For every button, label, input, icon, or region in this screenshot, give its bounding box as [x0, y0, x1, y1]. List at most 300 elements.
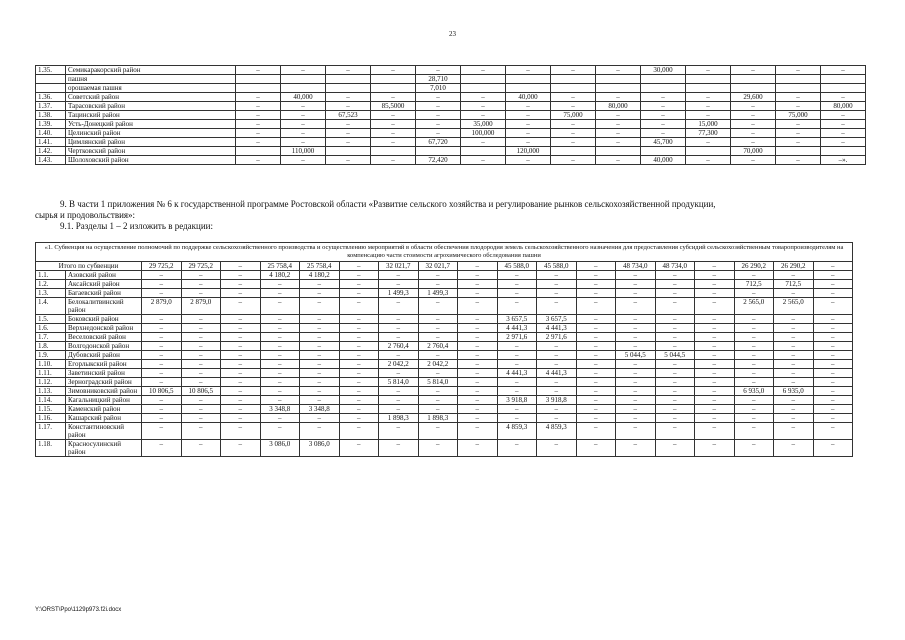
value-cell: –	[616, 396, 656, 405]
table-row	[36, 280, 853, 289]
value-cell: 1 898,3	[418, 414, 458, 423]
row-number: 1.11.	[36, 369, 66, 378]
value-cell: 80,000	[596, 102, 641, 111]
value-cell: –	[236, 156, 281, 165]
value-cell	[596, 147, 641, 156]
row-number	[36, 75, 66, 84]
value-cell: –	[236, 138, 281, 147]
value-cell: –	[616, 298, 656, 315]
value-cell: –	[641, 102, 686, 111]
value-cell: –	[616, 369, 656, 378]
value-cell: –	[813, 298, 853, 315]
value-cell: 48 734,0	[655, 262, 695, 271]
value-cell: –	[379, 298, 419, 315]
value-cell: –	[458, 396, 498, 405]
value-cell: –	[326, 66, 371, 75]
table-header-row	[36, 243, 853, 262]
value-cell: –	[576, 289, 616, 298]
value-cell: –	[695, 315, 735, 324]
table-row	[36, 324, 853, 333]
value-cell: –	[181, 333, 221, 342]
value-cell: –	[260, 378, 300, 387]
row-number: 1.1.	[36, 271, 66, 280]
value-cell: –	[776, 156, 821, 165]
value-cell: 100,000	[461, 129, 506, 138]
value-cell: –	[774, 423, 814, 440]
value-cell: 2 565,0	[734, 298, 774, 315]
value-cell: –	[774, 315, 814, 324]
value-cell: –	[774, 324, 814, 333]
value-cell: –	[734, 440, 774, 457]
value-cell: –	[142, 369, 182, 378]
value-cell: –	[181, 396, 221, 405]
value-cell: –	[181, 369, 221, 378]
value-cell: –	[458, 315, 498, 324]
value-cell: –	[596, 156, 641, 165]
value-cell: –	[695, 387, 735, 396]
value-cell: 29 725,2	[181, 262, 221, 271]
value-cell: –	[339, 271, 379, 280]
value-cell: –	[497, 298, 537, 315]
value-cell: –	[695, 271, 735, 280]
value-cell: 4 180,2	[300, 271, 340, 280]
value-cell: –	[813, 405, 853, 414]
value-cell: –	[260, 360, 300, 369]
value-cell: –	[655, 333, 695, 342]
value-cell: 45,700	[641, 138, 686, 147]
value-cell: –	[379, 440, 419, 457]
value-cell: –	[416, 120, 461, 129]
value-cell	[281, 75, 326, 84]
value-cell: –	[461, 138, 506, 147]
value-cell: –	[616, 333, 656, 342]
value-cell: –	[379, 280, 419, 289]
value-cell: –	[551, 120, 596, 129]
value-cell: 1 898,3	[379, 414, 419, 423]
value-cell: –	[734, 396, 774, 405]
value-cell: –	[181, 405, 221, 414]
value-cell: –	[458, 378, 498, 387]
value-cell: –	[418, 324, 458, 333]
value-cell: 5 814,0	[418, 378, 458, 387]
value-cell: –	[813, 262, 853, 271]
value-cell: –	[418, 387, 458, 396]
table-row	[36, 93, 866, 102]
value-cell: –	[695, 351, 735, 360]
value-cell	[326, 84, 371, 93]
value-cell: –	[142, 440, 182, 457]
value-cell: –	[300, 342, 340, 351]
value-cell: –	[416, 93, 461, 102]
district-name: Каменский район	[66, 405, 142, 414]
value-cell: –	[641, 93, 686, 102]
value-cell: –	[221, 351, 261, 360]
value-cell: –	[418, 405, 458, 414]
value-cell: –	[458, 289, 498, 298]
value-cell: 75,000	[776, 111, 821, 120]
value-cell: –	[655, 387, 695, 396]
value-cell: –	[813, 423, 853, 440]
table-row	[36, 396, 853, 405]
table-row	[36, 405, 853, 414]
table-row	[36, 387, 853, 396]
value-cell: 5 814,0	[379, 378, 419, 387]
table-row	[36, 66, 866, 75]
value-cell: –	[686, 156, 731, 165]
value-cell	[461, 84, 506, 93]
value-cell: –	[379, 369, 419, 378]
row-number: 1.4.	[36, 298, 66, 315]
district-name: Кагальницкий район	[66, 396, 142, 405]
value-cell: –	[461, 102, 506, 111]
value-cell: 32 021,7	[379, 262, 419, 271]
table-row	[36, 156, 866, 165]
value-cell: –	[281, 102, 326, 111]
value-cell: –	[300, 315, 340, 324]
value-cell: –	[260, 333, 300, 342]
value-cell: 26 290,2	[774, 262, 814, 271]
table-row	[36, 333, 853, 342]
value-cell: –	[821, 138, 866, 147]
value-cell: –	[776, 129, 821, 138]
value-cell: –	[774, 333, 814, 342]
value-cell: –	[181, 440, 221, 457]
value-cell	[506, 75, 551, 84]
value-cell: –	[142, 271, 182, 280]
value-cell: 4 441,3	[497, 369, 537, 378]
value-cell: –	[379, 271, 419, 280]
table-row	[36, 360, 853, 369]
value-cell: –	[813, 387, 853, 396]
value-cell: –	[300, 280, 340, 289]
value-cell: –	[686, 93, 731, 102]
value-cell	[371, 147, 416, 156]
value-cell: –	[142, 289, 182, 298]
value-cell: –	[576, 280, 616, 289]
value-cell: –	[416, 129, 461, 138]
value-cell: –	[576, 369, 616, 378]
value-cell: –	[497, 378, 537, 387]
value-cell: –	[416, 66, 461, 75]
table-row	[36, 147, 866, 156]
value-cell: –	[821, 111, 866, 120]
value-cell: –	[371, 156, 416, 165]
value-cell: –	[142, 396, 182, 405]
value-cell: –	[142, 342, 182, 351]
value-cell: –	[236, 102, 281, 111]
value-cell: –	[281, 129, 326, 138]
value-cell: –	[821, 129, 866, 138]
district-name: Семикаракорский район	[66, 66, 236, 75]
value-cell: –	[497, 271, 537, 280]
value-cell: –	[236, 111, 281, 120]
row-number: 1.39.	[36, 120, 66, 129]
value-cell: –	[339, 378, 379, 387]
value-cell: –	[616, 414, 656, 423]
value-cell: 3 657,5	[537, 315, 577, 324]
value-cell: –	[695, 360, 735, 369]
value-cell: –	[576, 271, 616, 280]
value-cell: –	[641, 129, 686, 138]
value-cell: –	[300, 369, 340, 378]
value-cell: –	[339, 315, 379, 324]
value-cell: –	[418, 396, 458, 405]
value-cell: –	[181, 271, 221, 280]
value-cell	[821, 147, 866, 156]
value-cell: –	[616, 387, 656, 396]
value-cell: 5 044,5	[655, 351, 695, 360]
value-cell: –	[686, 66, 731, 75]
district-name: Кашарский район	[66, 414, 142, 423]
value-cell: 2 760,4	[379, 342, 419, 351]
value-cell: 1 499,3	[418, 289, 458, 298]
value-cell: –	[497, 360, 537, 369]
value-cell: –	[537, 351, 577, 360]
value-cell: –	[497, 414, 537, 423]
value-cell	[776, 75, 821, 84]
row-number: 1.17.	[36, 423, 66, 440]
value-cell: –	[655, 342, 695, 351]
value-cell: –	[236, 120, 281, 129]
district-name: Советский район	[66, 93, 236, 102]
value-cell: –	[461, 111, 506, 120]
value-cell: –	[416, 111, 461, 120]
value-cell: –	[731, 102, 776, 111]
value-cell: –	[616, 378, 656, 387]
value-cell: –	[339, 333, 379, 342]
value-cell: –	[576, 324, 616, 333]
value-cell: 4 859,3	[497, 423, 537, 440]
row-number: 1.42.	[36, 147, 66, 156]
value-cell: 85,5000	[371, 102, 416, 111]
value-cell: –	[418, 423, 458, 440]
value-cell: –	[339, 396, 379, 405]
value-cell: –	[458, 360, 498, 369]
value-cell: 2 971,6	[537, 333, 577, 342]
value-cell	[551, 75, 596, 84]
value-cell: –	[371, 111, 416, 120]
value-cell	[821, 84, 866, 93]
value-cell: –	[260, 414, 300, 423]
value-cell: –	[300, 423, 340, 440]
value-cell: –	[616, 360, 656, 369]
value-cell: –	[300, 387, 340, 396]
value-cell: –	[458, 440, 498, 457]
row-number: 1.2.	[36, 280, 66, 289]
value-cell: –	[695, 289, 735, 298]
value-cell: 2 879,0	[181, 298, 221, 315]
value-cell	[821, 75, 866, 84]
row-number: 1.3.	[36, 289, 66, 298]
district-name: орошаемая пашня	[66, 84, 236, 93]
value-cell: –	[774, 378, 814, 387]
value-cell: –	[686, 102, 731, 111]
value-cell: –	[695, 423, 735, 440]
value-cell: 70,000	[731, 147, 776, 156]
value-cell: –	[281, 120, 326, 129]
value-cell: –	[497, 280, 537, 289]
value-cell: 6 935,0	[734, 387, 774, 396]
value-cell: –	[281, 66, 326, 75]
value-cell: –	[339, 262, 379, 271]
value-cell: –	[221, 333, 261, 342]
value-cell: –	[734, 378, 774, 387]
row-number: 1.9.	[36, 351, 66, 360]
table-row	[36, 129, 866, 138]
value-cell: –	[142, 351, 182, 360]
value-cell: 26 290,2	[734, 262, 774, 271]
value-cell: –	[142, 378, 182, 387]
value-cell: 10 806,5	[181, 387, 221, 396]
value-cell: 3 348,8	[260, 405, 300, 414]
value-cell: –	[260, 369, 300, 378]
value-cell: –	[695, 405, 735, 414]
value-cell: –	[221, 324, 261, 333]
value-cell: –	[655, 324, 695, 333]
value-cell: –	[734, 414, 774, 423]
value-cell: –	[326, 102, 371, 111]
value-cell: –	[576, 387, 616, 396]
value-cell: –	[418, 333, 458, 342]
value-cell: 3 657,5	[497, 315, 537, 324]
value-cell: –	[616, 405, 656, 414]
value-cell: –	[655, 360, 695, 369]
value-cell: –	[537, 280, 577, 289]
value-cell: –	[497, 342, 537, 351]
value-cell: 3 918,8	[537, 396, 577, 405]
value-cell: –	[461, 66, 506, 75]
value-cell: –	[379, 333, 419, 342]
district-name: Верхнедонской район	[66, 324, 142, 333]
value-cell: 77,300	[686, 129, 731, 138]
value-cell: –	[506, 120, 551, 129]
value-cell: –	[686, 138, 731, 147]
value-cell: –	[734, 360, 774, 369]
value-cell: –	[506, 102, 551, 111]
value-cell: –	[506, 129, 551, 138]
district-name: Тарасовский район	[66, 102, 236, 111]
value-cell: 2 042,2	[379, 360, 419, 369]
value-cell	[236, 147, 281, 156]
value-cell: –	[616, 440, 656, 457]
value-cell: 110,000	[281, 147, 326, 156]
value-cell: –	[655, 298, 695, 315]
value-cell: –	[695, 298, 735, 315]
value-cell: 25 758,4	[300, 262, 340, 271]
value-cell: –	[181, 423, 221, 440]
value-cell: –	[142, 315, 182, 324]
value-cell: –	[774, 271, 814, 280]
value-cell: 7,010	[416, 84, 461, 93]
table-row	[36, 315, 853, 324]
district-name: Зимовниковский район	[66, 387, 142, 396]
value-cell: 30,000	[641, 66, 686, 75]
table-row	[36, 102, 866, 111]
value-cell: 80,000	[821, 102, 866, 111]
value-cell: –	[497, 405, 537, 414]
page-number: 23	[449, 30, 456, 38]
value-cell: 712,5	[774, 280, 814, 289]
value-cell: –	[339, 342, 379, 351]
table-row	[36, 342, 853, 351]
value-cell: –	[641, 120, 686, 129]
value-cell: 35,000	[461, 120, 506, 129]
value-cell: –	[339, 440, 379, 457]
value-cell	[416, 147, 461, 156]
value-cell	[686, 75, 731, 84]
value-cell: –	[576, 378, 616, 387]
value-cell: –	[813, 271, 853, 280]
value-cell	[596, 75, 641, 84]
value-cell: –	[458, 342, 498, 351]
value-cell: –	[339, 298, 379, 315]
value-cell: –	[326, 120, 371, 129]
row-number: 1.16.	[36, 414, 66, 423]
value-cell: –	[339, 423, 379, 440]
value-cell: –	[260, 423, 300, 440]
value-cell: –	[371, 66, 416, 75]
total-row	[36, 262, 853, 271]
value-cell: –	[221, 387, 261, 396]
allocation-table-top	[35, 65, 866, 165]
district-name: Аксайский район	[66, 280, 142, 289]
value-cell: –	[236, 66, 281, 75]
value-cell: –	[576, 333, 616, 342]
value-cell: –	[551, 93, 596, 102]
value-cell: –	[813, 369, 853, 378]
value-cell: –	[734, 369, 774, 378]
row-number: 1.43.	[36, 156, 66, 165]
value-cell: –	[339, 387, 379, 396]
table-row	[36, 378, 853, 387]
value-cell: 3 086,0	[300, 440, 340, 457]
district-name: Заветинский район	[66, 369, 142, 378]
value-cell: –	[695, 262, 735, 271]
value-cell: –	[300, 396, 340, 405]
value-cell: –	[497, 387, 537, 396]
value-cell: 2 971,6	[497, 333, 537, 342]
value-cell: –	[686, 111, 731, 120]
value-cell: –	[506, 111, 551, 120]
value-cell: –	[142, 333, 182, 342]
value-cell: –	[181, 280, 221, 289]
value-cell: 120,000	[506, 147, 551, 156]
value-cell	[596, 84, 641, 93]
value-cell: –	[379, 351, 419, 360]
row-number: 1.37.	[36, 102, 66, 111]
value-cell: –	[142, 414, 182, 423]
value-cell: –	[616, 423, 656, 440]
value-cell	[551, 147, 596, 156]
value-cell	[776, 84, 821, 93]
value-cell: –	[339, 405, 379, 414]
value-cell: –	[734, 405, 774, 414]
value-cell: –	[576, 342, 616, 351]
value-cell: –	[379, 405, 419, 414]
value-cell: –	[379, 315, 419, 324]
table-row	[36, 75, 866, 84]
value-cell: –	[221, 289, 261, 298]
value-cell: –	[458, 271, 498, 280]
value-cell: 48 734,0	[616, 262, 656, 271]
value-cell: –	[551, 102, 596, 111]
value-cell: –	[616, 342, 656, 351]
value-cell: –	[458, 423, 498, 440]
value-cell: –	[734, 342, 774, 351]
row-number: 1.8.	[36, 342, 66, 351]
value-cell: –	[379, 387, 419, 396]
value-cell: –	[616, 289, 656, 298]
